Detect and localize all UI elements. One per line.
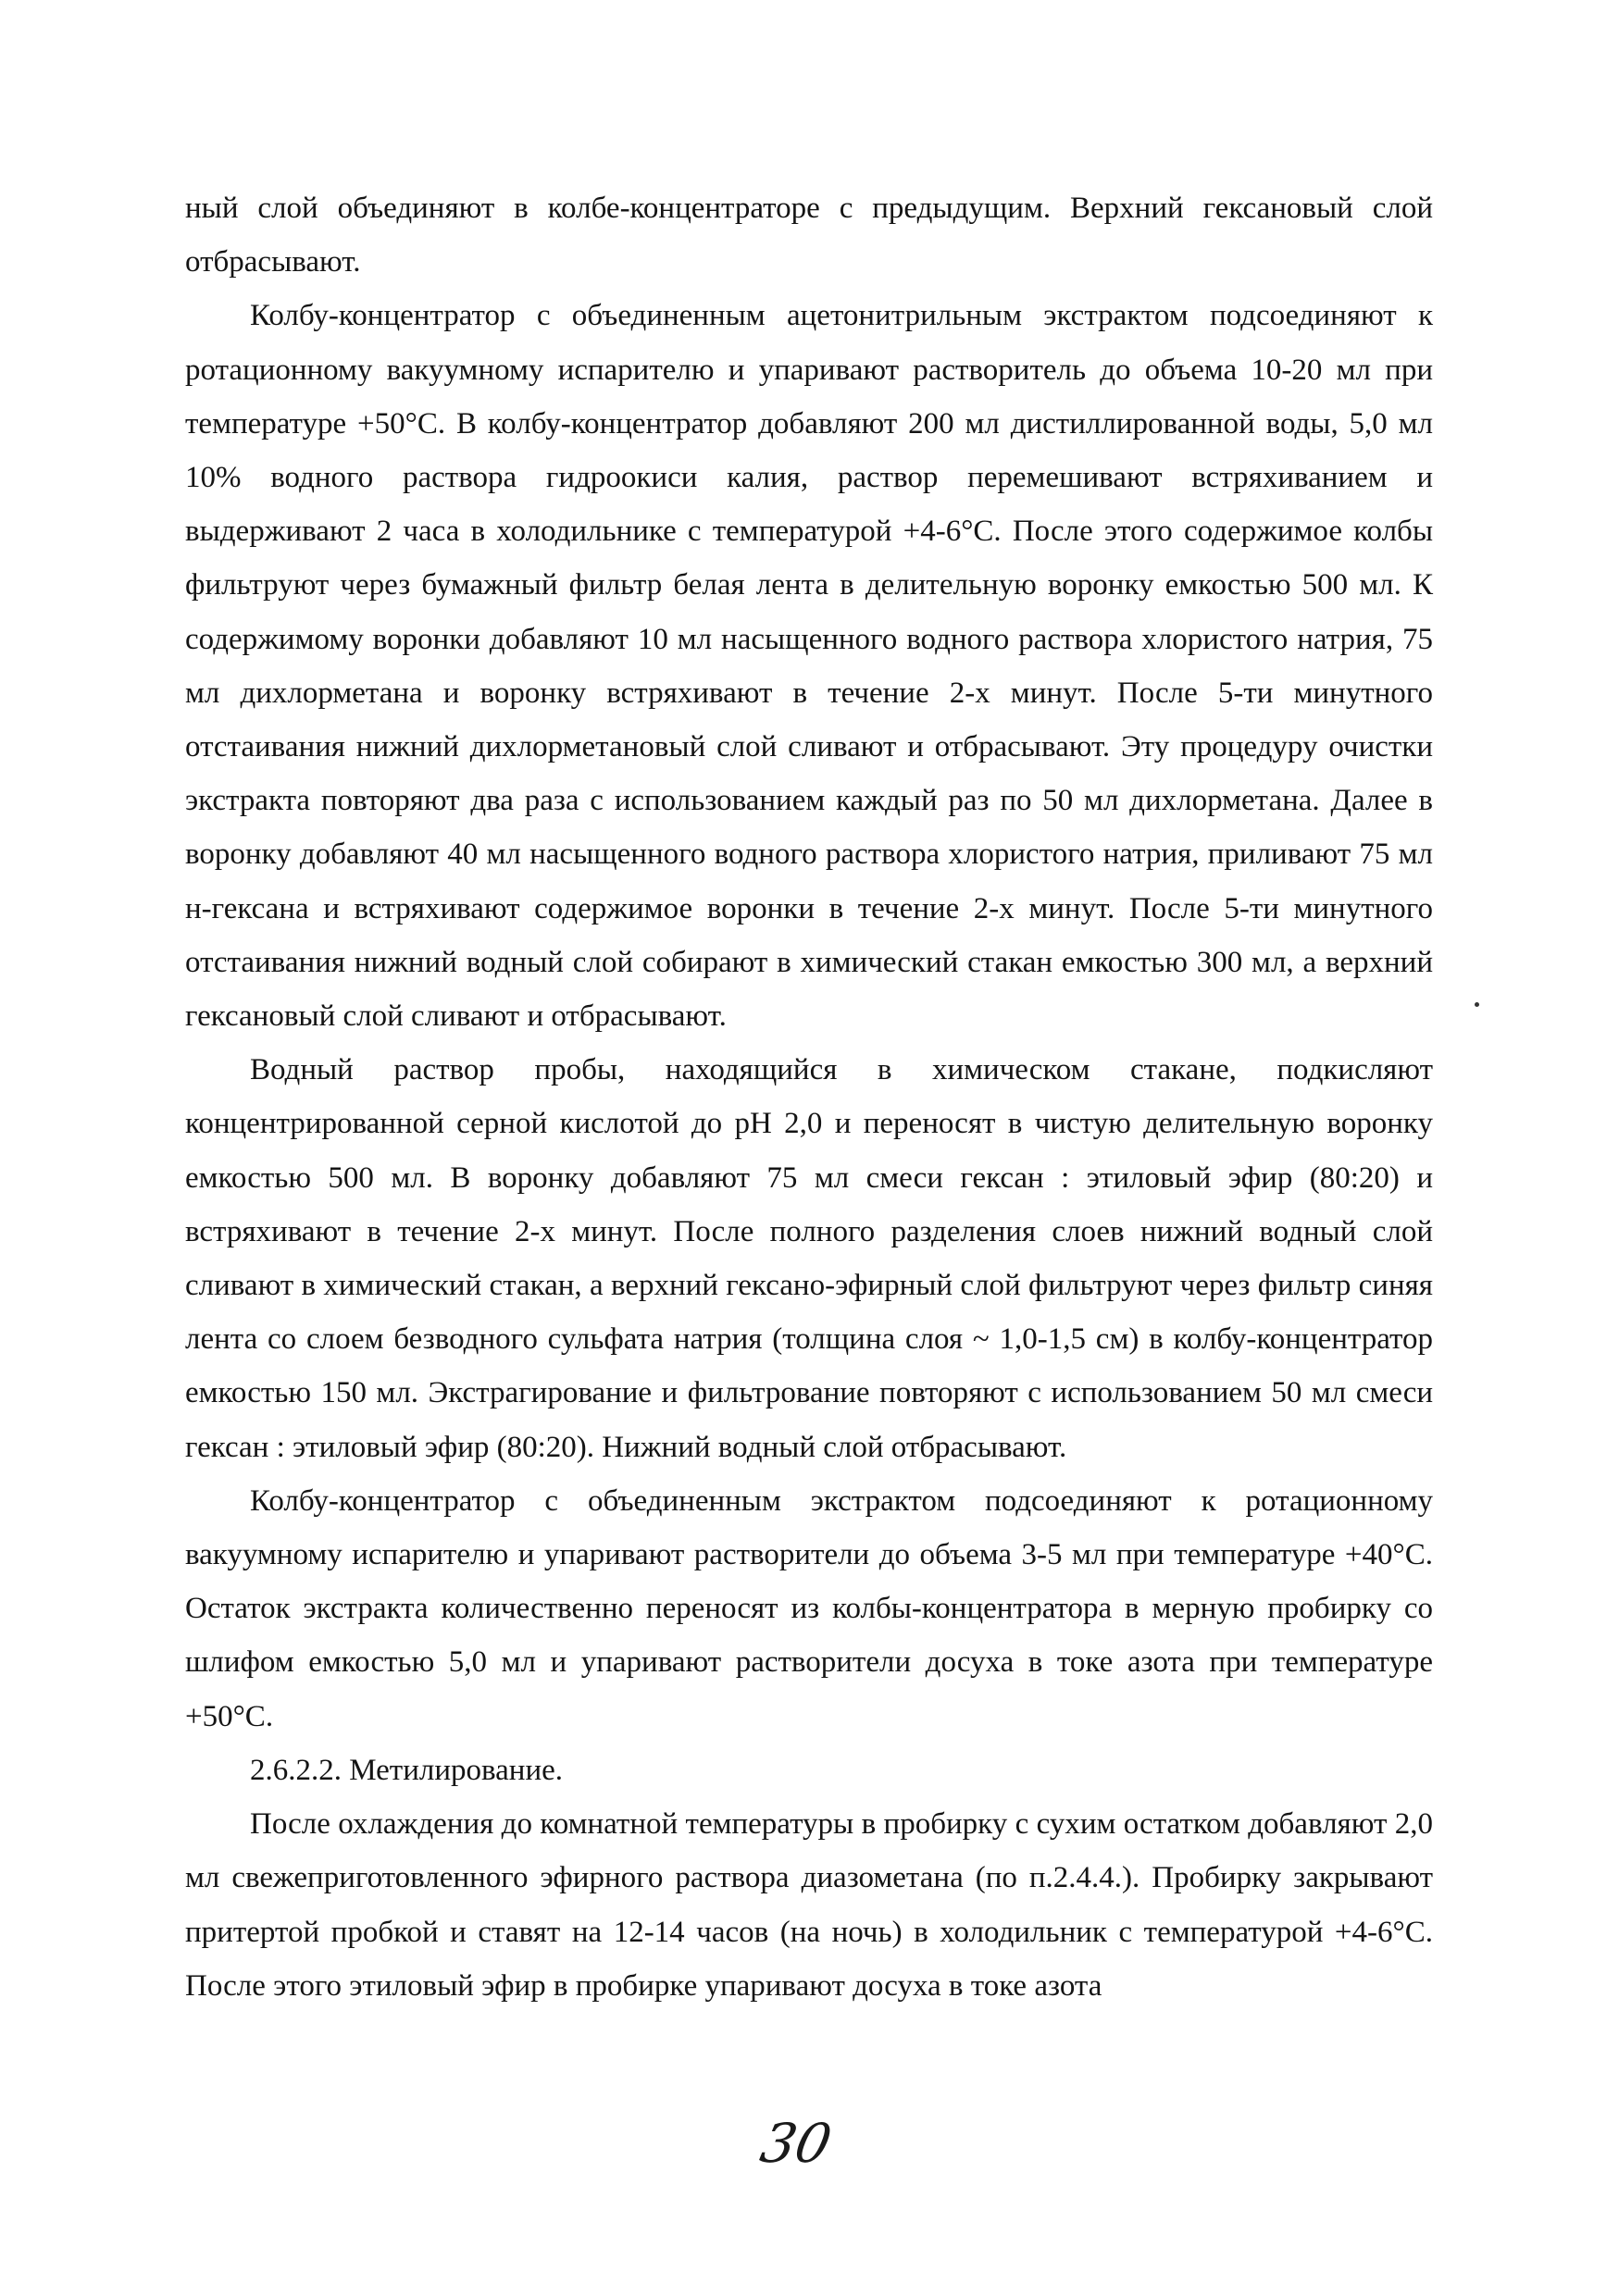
paragraph-methylation: После охлаждения до комнатной температуры в пробирку с сухим остатком добавляют 2,0 мл свежеприготовленного эфирного раствора диазометана (по п.2.4.4.). Пробирку закрывают притертой пробкой и ставят на 12-14 часов (на ночь) в холодильник с температурой +4-6°С. После этого этиловый эфир в пробирке упаривают досуха в токе азота xyxy=(185,1807,1433,2003)
document-body xyxy=(185,181,1433,2013)
section-heading-methylation: 2.6.2.2. Метилирование. xyxy=(250,1753,564,1787)
paragraph-evaporation-cleanup: Колбу-концентратор с объединенным ацетонитрильным экстрактом подсоединяют к ротационному вакуумному испарителю и упаривают растворитель до объема 10-20 мл при температуре +50°С. В колбу-концентратор добавляют 200 мл дистиллированной воды, 5,0 мл 10% водного раствора гидроокиси калия, раствор перемешивают встряхиванием и выдерживают 2 часа в холодильнике с температурой +4-6°С. После этого содержимое колбы фильтруют через бумажный фильтр белая лента в делительную воронку емкостью 500 мл. К содержимому воронки добавляют 10 мл насыщенного водного раствора хлористого натрия, 75 мл дихлорметана и воронку встряхивают в течение 2-х минут. После 5-ти минутного отстаивания нижний дихлорметановый слой сливают и отбрасывают. Эту процедуру очистки экстракта повторяют два раза с использованием каждый раз по 50 мл дихлорметана. Далее в воронку добавляют 40 мл насыщенного водного раствора хлористого натрия, приливают 75 мл н-гексана и встряхивают содержимое воронки в течение 2-х минут. После 5-ти минутного отстаивания нижний водный слой собирают в химический стакан емкостью 300 мл, а верхний гексановый слой сливают и отбрасывают. xyxy=(185,299,1433,1034)
page-number: 30 xyxy=(754,2112,838,2175)
paragraph-acidification-extraction: Водный раствор пробы, находящийся в химическом стакане, подкисляют концентрированной серной кислотой до рН 2,0 и переносят в чистую делительную воронку емкостью 500 мл. В воронку добавляют 75 мл смеси гексан : этиловый эфир (80:20) и встряхивают в течение 2-х минут. После полного разделения слоев нижний водный слой сливают в химический стакан, а верхний гексано-эфирный слой фильтруют через фильтр синяя лента со слоем безводного сульфата натрия (толщина слоя ~ 1,0-1,5 см) в колбу-концентратор емкостью 150 мл. Экстрагирование и фильтрование повторяют с использованием 50 мл смеси гексан : этиловый эфир (80:20). Нижний водный слой отбрасывают. xyxy=(185,1053,1433,1464)
paragraph-concentration: Колбу-концентратор с объединенным экстрактом подсоединяют к ротационному вакуумному испарителю и упаривают растворители до объема 3-5 мл при температуре +40°С. Остаток экстракта количественно переносят из колбы-концентратора в мерную пробирку со шлифом емкостью 5,0 мл и упаривают растворители досуха в токе азота при температуре +50°С. xyxy=(185,1483,1433,1733)
paragraph-continuation: ный слой объединяют в колбе-концентраторе с предыдущим. Верхний гексановый слой отбрасывают. xyxy=(185,192,1433,279)
scan-dot xyxy=(1475,1002,1479,1007)
